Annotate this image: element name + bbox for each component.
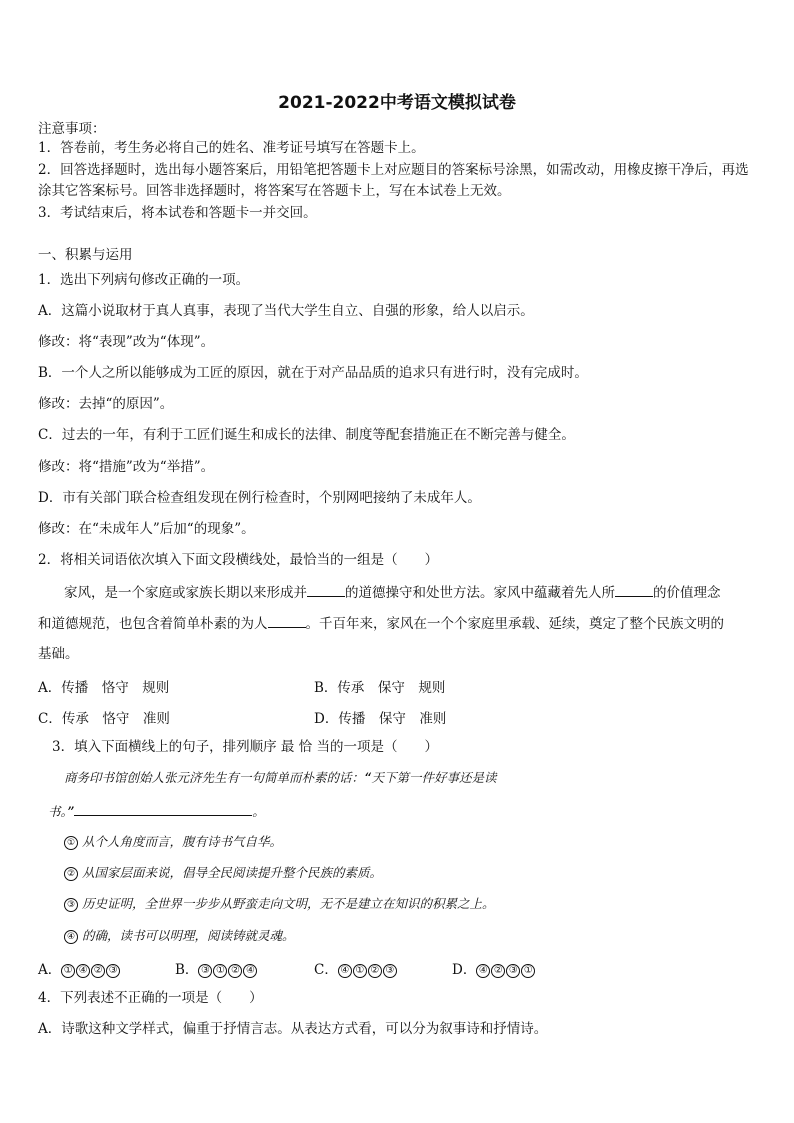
order-number: ① — [521, 964, 535, 978]
option-label: D． — [452, 962, 477, 978]
q2-passage-line-3: 基础。 — [38, 646, 79, 662]
order-number: ③ — [383, 964, 397, 978]
order-number: ③ — [106, 964, 120, 978]
order-number: ② — [91, 964, 105, 978]
sentence-text: 从个人角度而言，腹有诗书气自华。 — [82, 834, 283, 849]
order-number: ① — [353, 964, 367, 978]
q2-option-b: B．传承 保守 规则 — [314, 680, 446, 696]
q3-sentence-1 — [64, 833, 282, 851]
q2-passage-line-1 — [64, 582, 721, 602]
sentence-number: ④ — [64, 930, 78, 944]
q3-sentence-4 — [64, 927, 295, 945]
q2-passage-text: 的道德操守和处世方法。家风中蕴藏着先人所 — [345, 585, 615, 601]
order-number: ② — [368, 964, 382, 978]
fill-blank — [615, 582, 653, 597]
q2-passage-text: 家风，是一个家庭或家族长期以来形成并 — [64, 585, 307, 601]
q1-option-d-fix: 修改：在“未成年人”后加“的现象”。 — [38, 521, 255, 537]
q1-option-d: D．市有关部门联合检查组发现在例行检查时，个别网吧接纳了未成年人。 — [38, 490, 481, 506]
order-number: ④ — [338, 964, 352, 978]
q2-option-d: D．传播 保守 准则 — [314, 711, 447, 727]
q1-option-b: B．一个人之所以能够成为工匠的原因，就在于对产品品质的追求只有进行时，没有完成时。 — [38, 365, 588, 381]
q2-passage-line-2 — [38, 613, 724, 633]
q3-quote-text: 书。” — [48, 804, 75, 819]
q1-option-a: A．这篇小说取材于真人真事，表现了当代大学生自立、自强的形象，给人以启示。 — [38, 303, 534, 319]
option-label: A． — [38, 962, 62, 978]
sentence-text: 的确，读书可以明理，阅读铸就灵魂。 — [82, 928, 295, 943]
sentence-number: ② — [64, 867, 78, 881]
fill-blank — [268, 613, 306, 628]
q3-option-a — [38, 958, 121, 978]
q3-stem: 3．填入下面横线上的句子，排列顺序 最 恰 当的一项是（ ） — [52, 739, 438, 755]
q4-option-a: A．诗歌这种文学样式，偏重于抒情言志。从表达方式看，可以分为叙事诗和抒情诗。 — [38, 1021, 548, 1037]
order-number: ③ — [506, 964, 520, 978]
sentence-number: ① — [64, 836, 78, 850]
q2-option-c: C．传承 恪守 准则 — [38, 711, 170, 727]
q2-passage-text: 和道德规范，也包含着简单朴素的为人 — [38, 616, 268, 632]
q3-sentence-3 — [64, 895, 495, 913]
fill-blank — [307, 582, 345, 597]
q3-option-b — [175, 958, 258, 978]
q3-quote-text: 。 — [252, 804, 265, 819]
answer-blank — [74, 801, 252, 816]
q3-option-c — [314, 958, 398, 978]
section-heading: 一、积累与运用 — [38, 247, 133, 263]
notice-heading: 注意事项： — [38, 121, 106, 137]
q1-option-c-fix: 修改：将“措施”改为“举措”。 — [38, 459, 215, 475]
order-number: ① — [61, 964, 75, 978]
order-number: ④ — [76, 964, 90, 978]
q1-option-c: C．过去的一年，有利于工匠们诞生和成长的法律、制度等配套措施正在不断完善与健全。 — [38, 427, 575, 443]
notice-item-2: 2．回答选择题时，选出每小题答案后，用铅笔把答题卡上对应题目的答案标号涂黑，如需改动，用橡皮擦干净后，再选涂其它答案标号。回答非选择题时，将答案写在答题卡上，写在本试卷上无效。 — [38, 162, 749, 199]
q3-quote-line-1: 商务印书馆创始人张元济先生有一句简单而朴素的话：“天下第一件好事还是读 — [64, 770, 497, 785]
q3-quote-line-2 — [48, 801, 265, 821]
order-number: ① — [213, 964, 227, 978]
sentence-text: 历史证明，全世界一步步从野蛮走向文明，无不是建立在知识的积累之上。 — [82, 896, 495, 911]
order-number: ② — [491, 964, 505, 978]
q2-passage-text: 。千百年来，家风在一个个家庭里承载、延续，奠定了整个民族文明的 — [305, 616, 724, 632]
q2-option-a: A．传播 恪守 规则 — [38, 680, 170, 696]
notice-item-3: 3．考试结束后，将本试卷和答题卡一并交回。 — [38, 205, 317, 221]
sentence-text: 从国家层面来说，倡导全民阅读提升整个民族的素质。 — [82, 865, 383, 880]
sentence-number: ③ — [64, 898, 78, 912]
option-label: B． — [175, 962, 199, 978]
option-label: C． — [314, 962, 338, 978]
order-number: ② — [228, 964, 242, 978]
q2-stem: 2．将相关词语依次填入下面文段横线处，最恰当的一组是（ ） — [38, 552, 439, 568]
q3-sentence-2 — [64, 864, 382, 882]
exam-title: 2021-2022中考语文模拟试卷 — [278, 93, 516, 113]
q4-stem: 4．下列表述不正确的一项是（ ） — [38, 990, 263, 1006]
order-number: ③ — [198, 964, 212, 978]
q1-option-b-fix: 修改：去掉“的原因”。 — [38, 396, 174, 412]
q2-passage-text: 的价值理念 — [653, 585, 721, 601]
q3-option-d — [452, 958, 536, 978]
q1-stem: 1．选出下列病句修改正确的一项。 — [38, 272, 250, 288]
q1-option-a-fix: 修改：将“表现”改为“体现”。 — [38, 334, 215, 350]
order-number: ④ — [476, 964, 490, 978]
notice-item-1: 1．答卷前，考生务必将自己的姓名、准考证号填写在答题卡上。 — [38, 140, 425, 156]
order-number: ④ — [243, 964, 257, 978]
